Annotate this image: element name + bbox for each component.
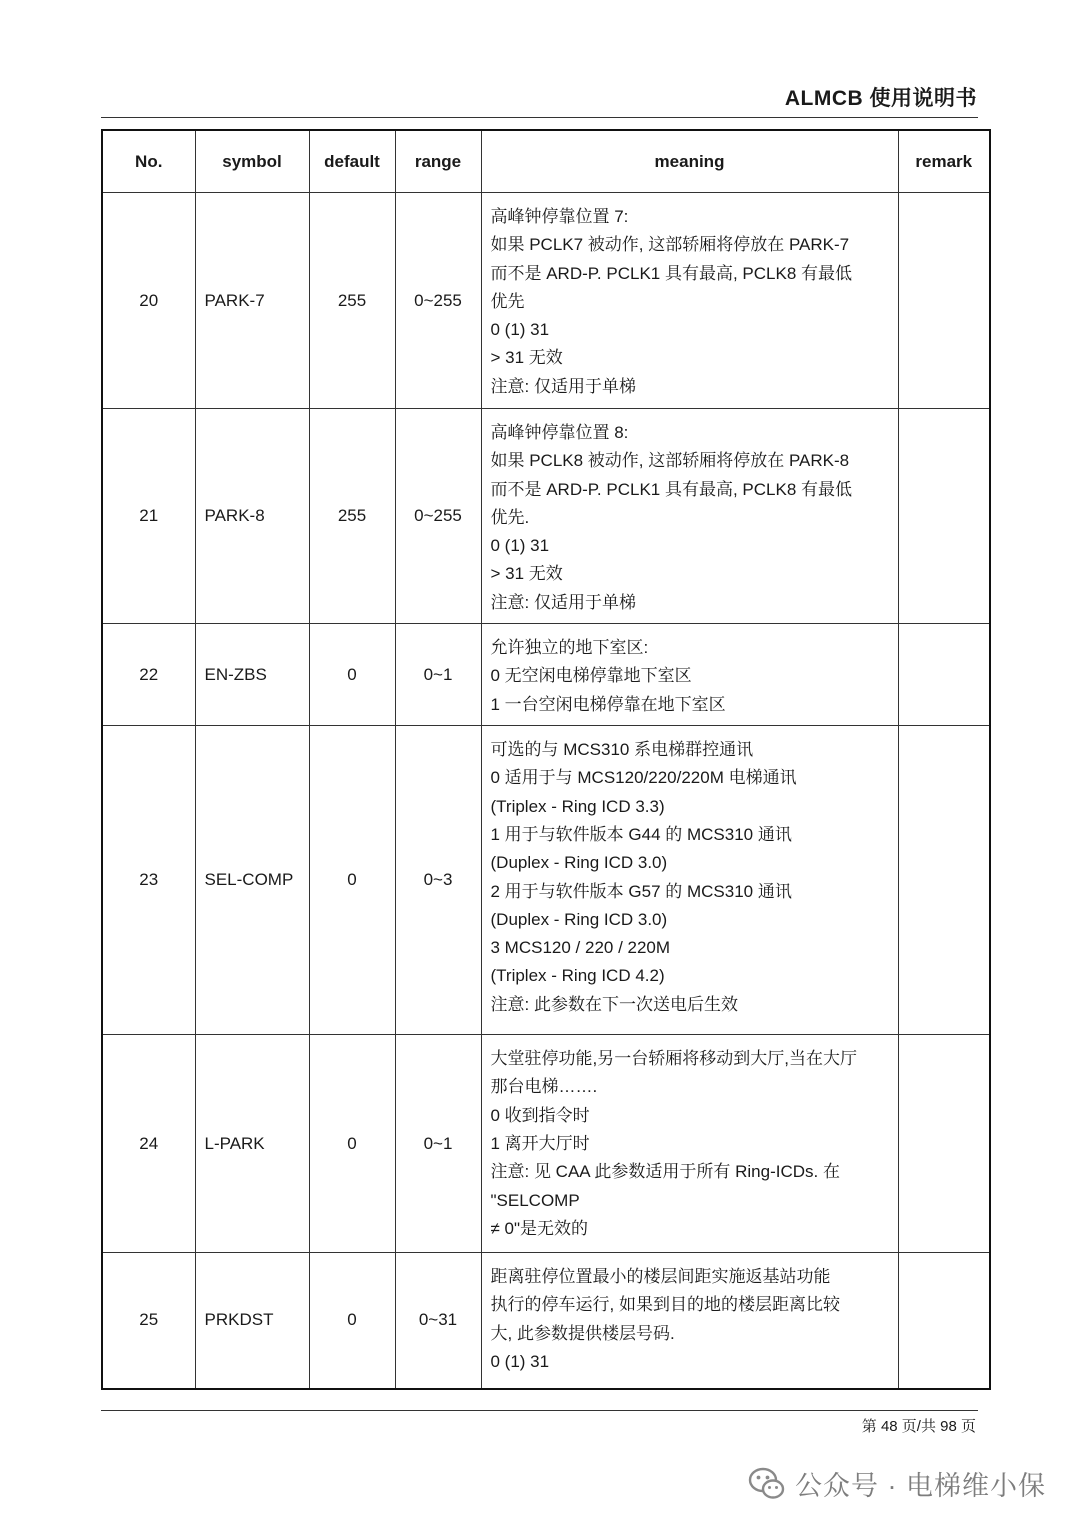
meaning-line: 注意: 此参数在下一次送电后生效: [490, 994, 738, 1014]
meaning-line: 如果 PCLK7 被动作, 这部轿厢将停放在 PARK-7: [490, 235, 850, 255]
meaning-line: "SELCOMP: [490, 1190, 580, 1210]
cell-remark: [898, 193, 990, 409]
meaning-line: (Triplex - Ring ICD 4.2): [490, 966, 665, 986]
cell-remark: [898, 624, 990, 726]
meaning-line: 大堂驻停功能,另一台轿厢将移动到大厅,当在大厅: [490, 1049, 857, 1069]
cell-default: 255: [309, 409, 395, 624]
table-row: [102, 726, 990, 1035]
cell-no: 23: [102, 726, 195, 1035]
table-row: [102, 624, 990, 726]
meaning-line: 0 (1) 31: [490, 320, 550, 340]
meaning-line: 注意: 见 CAA 此参数适用于所有 Ring-ICDs. 在: [490, 1162, 840, 1182]
column-header-symbol: symbol: [195, 130, 309, 193]
cell-remark: [898, 726, 990, 1035]
meaning-line: 0 适用于与 MCS120/220/220M 电梯通讯: [490, 768, 797, 788]
meaning-line: > 31 无效: [490, 564, 563, 584]
meaning-line: 可选的与 MCS310 系电梯群控通讯: [490, 740, 754, 760]
footer-divider: [101, 1410, 978, 1411]
meaning-line: 那台电梯…….: [490, 1077, 598, 1097]
column-header-meaning: meaning: [481, 130, 898, 193]
cell-remark: [898, 1035, 990, 1253]
meaning-line: 执行的停车运行, 如果到目的地的楼层距离比较: [490, 1295, 840, 1315]
meaning-line: 而不是 ARD-P. PCLK1 具有最高, PCLK8 有最低: [490, 479, 852, 499]
cell-symbol: PARK-8: [195, 409, 309, 624]
meaning-line: ≠ 0"是无效的: [490, 1218, 589, 1238]
parameter-table: [101, 129, 991, 1390]
table-row: [102, 193, 990, 409]
wechat-icon: [747, 1463, 787, 1503]
table-row: [102, 1253, 990, 1389]
cell-default: 0: [309, 726, 395, 1035]
meaning-line: 距离驻停位置最小的楼层间距实施返基站功能: [490, 1267, 831, 1287]
meaning-line: 3 MCS120 / 220 / 220M: [490, 938, 671, 958]
meaning-line: 高峰钟停靠位置 7:: [490, 207, 629, 226]
cell-no: 22: [102, 624, 195, 726]
cell-no: 24: [102, 1035, 195, 1253]
cell-default: 0: [309, 1035, 395, 1253]
meaning-line: 0 (1) 31: [490, 1351, 550, 1371]
watermark: [747, 1463, 1046, 1503]
table-row: [102, 1035, 990, 1253]
cell-default: 0: [309, 624, 395, 726]
cell-range: 0~3: [395, 726, 481, 1035]
cell-symbol: SEL-COMP: [195, 726, 309, 1035]
meaning-line: 0 无空闲电梯停靠地下室区: [490, 666, 692, 686]
cell-default: 255: [309, 193, 395, 409]
meaning-line: 1 离开大厅时: [490, 1133, 590, 1153]
cell-symbol: L-PARK: [195, 1035, 309, 1253]
meaning-line: 0 收到指令时: [490, 1105, 590, 1125]
cell-range: 0~1: [395, 624, 481, 726]
meaning-line: 1 用于与软件版本 G44 的 MCS310 通讯: [490, 824, 792, 844]
meaning-line: > 31 无效: [490, 348, 563, 368]
cell-no: 25: [102, 1253, 195, 1389]
page-number: 第 48 页/共 98 页: [861, 1418, 976, 1435]
watermark-text: 公众号 · 电梯维小保: [795, 1470, 1046, 1501]
meaning-line: 2 用于与软件版本 G57 的 MCS310 通讯: [490, 881, 792, 901]
meaning-line: 注意: 仅适用于单梯: [490, 376, 636, 396]
header-divider: [101, 117, 978, 118]
meaning-line: 如果 PCLK8 被动作, 这部轿厢将停放在 PARK-8: [490, 451, 850, 471]
meaning-line: 允许独立的地下室区:: [490, 638, 649, 658]
column-header-range: range: [395, 130, 481, 193]
meaning-line: 1 一台空闲电梯停靠在地下室区: [490, 694, 726, 714]
cell-range: 0~255: [395, 409, 481, 624]
cell-range: 0~31: [395, 1253, 481, 1389]
document-title: ALMCB 使用说明书: [784, 87, 977, 110]
column-header-no: No.: [102, 130, 195, 193]
cell-remark: [898, 409, 990, 624]
cell-meaning: [481, 193, 898, 409]
meaning-line: (Duplex - Ring ICD 3.0): [490, 909, 668, 929]
cell-meaning: [481, 624, 898, 726]
meaning-line: (Duplex - Ring ICD 3.0): [490, 853, 668, 873]
cell-meaning: [481, 1253, 898, 1389]
column-header-remark: remark: [898, 130, 990, 193]
cell-meaning: [481, 726, 898, 1035]
table-header-row: [102, 130, 990, 193]
meaning-line: 高峰钟停靠位置 8:: [490, 423, 629, 442]
cell-symbol: PRKDST: [195, 1253, 309, 1389]
cell-meaning: [481, 1035, 898, 1253]
meaning-line: 而不是 ARD-P. PCLK1 具有最高, PCLK8 有最低: [490, 263, 852, 283]
cell-no: 20: [102, 193, 195, 409]
meaning-line: 优先: [490, 291, 525, 311]
cell-symbol: EN-ZBS: [195, 624, 309, 726]
cell-symbol: PARK-7: [195, 193, 309, 409]
cell-range: 0~255: [395, 193, 481, 409]
cell-remark: [898, 1253, 990, 1389]
cell-meaning: [481, 409, 898, 624]
meaning-line: 大, 此参数提供楼层号码.: [490, 1323, 675, 1343]
cell-no: 21: [102, 409, 195, 624]
table-row: [102, 409, 990, 624]
column-header-default: default: [309, 130, 395, 193]
meaning-line: 注意: 仅适用于单梯: [490, 592, 636, 612]
cell-range: 0~1: [395, 1035, 481, 1253]
cell-default: 0: [309, 1253, 395, 1389]
meaning-line: (Triplex - Ring ICD 3.3): [490, 796, 665, 816]
meaning-line: 0 (1) 31: [490, 536, 550, 556]
meaning-line: 优先.: [490, 507, 530, 527]
